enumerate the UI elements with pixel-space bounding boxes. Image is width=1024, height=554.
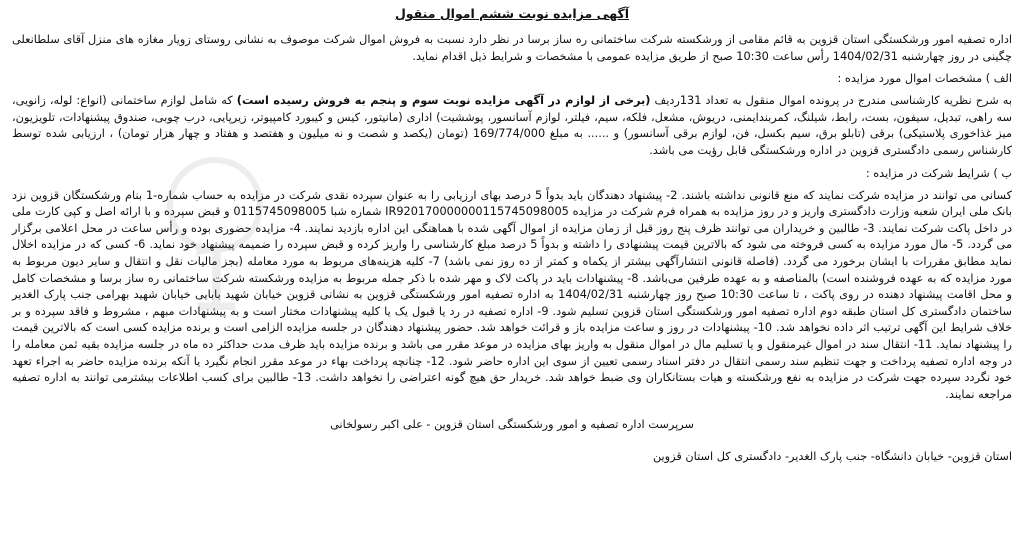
address-line: استان قزوین- خیابان دانشگاه- جنب پارک الغدیر- دادگستری کل استان قزوین (652, 450, 1012, 464)
section-a-body (12, 93, 1012, 159)
section-a-bold-note: (برخی از لوازم در آگهی مزایده نوبت سوم و پنجم به فروش رسیده است) (236, 94, 651, 108)
signature-line: سرپرست اداره تصفیه و امور ورشکستگی استان قزوین - علی اکبر رسولخانی (330, 418, 694, 432)
section-a-text-2: که شامل لوازم ساختمانی (انواع: لوله، زانویی، سه راهی، تبدیل، سیفون، بست، رابط، شیلنگ، کمربندایمنی، دریوش، مشعل، فلکه، سیم، فیلتر، لوازم آسانسور، پوششیت) اداری (مانیتور، کیس و کیبورد کامپیوتر، زیرپایی، درب چوبی، صندوق پیشنهادات، تلویزیون، میز غذاخوری پلاستیکی) برقی (تابلو برق، سیم بکسل، فن، لوازم برقی آسانسور) و ...... به مبلغ 169/774/000 (تومان (یکصد و شصت و نه میلیون و هفتصد و هفتاد و چهار هزار تومان) ، ارزیابی شده توسط کارشناس رسمی دادگستری قزوین در اداره ورشکستگی قابل رؤیت می باشد. (12, 94, 1013, 157)
intro-paragraph: اداره تصفیه امور ورشکستگی استان قزوین به قائم مقامی از ورشکسته شرکت ساختمانی ره ساز برسا در نظر دارد نسبت به فروش اموال شرکت موصوف به نشانی روستای زویار مغازه های منزل آقای سلطانعلی چگینی در روز چهارشنبه 1404/02/31 رأس ساعت 10:30 صبح از طریق مزایده عمومی با مشخصات و شرایط ذیل اقدام نماید. (12, 33, 1012, 63)
section-b-heading: ب ) شرایط شرکت در مزایده : (865, 166, 1012, 180)
section-b-body: کسانی می توانند در مزایده شرکت نمایند که منع قانونی نداشته باشند. 2- پیشنهاد دهندگان باید بدواً 5 درصد بهای ارزیابی را به عنوان سپرده نقدی شرکت در مزایده به حساب شماره-1 بنام ورشکستگان قزوین نزد بانک ملی ایران شعبه وزارت دادگستری واریز و در روز مزایده به همراه فرم شرکت در مزایده IR920170000000115745098005 شماره شبا 0115745098005 و قبض سپرده و با ارائه اصل و کپی کارت ملی در داخل پاکت شرکت نمایند. 3- طالبین و خریداران می توانند ظرف پنج روز قبل از زمان مزایده از اموال آگهی شده با هماهنگی این اداره بازدید نمایند. 4- مزایده حضوری بوده و رأس ساعت در محل اعلامی برگزار می گردد. 5- مال مورد مزایده به کسی فروخته می شود که بالاترین قیمت پیشنهادی را داشته و بدواً 5 درصد مبلغ کارشناسی را واریز کرده و قبض سپرده را ضمیمه پیشنهاد خود نماید. 6- کسی که در مزایده اخلال نماید مطابق مقررات با ایشان برخورد می گردد. (فاصله قانونی انتشارآگهی بیشتر از یکماه و کمتر از ده روز نمی باشد) 7- کلیه هزینه‌های مربوط به مورد معامله (بجز مالیات نقل و انتقال و سایر دیون مربوط به مورد مزایده که به عهده فروشنده است) بالمناصفه و به عهده طرفین می‌باشد. 8- پیشنهادات باید در پاکت لاک و مهر شده با ذکر جمله مربوط به مزایده ورشکسته شرکت ساختمانی ره ساز برسا و مشخصات کامل و محل اقامت پیشنهاد دهنده در روی پاکت ، تا ساعت 10:30 صبح روز چهارشنبه 1404/02/31 به اداره تصفیه امور ورشکستگی قزوین به نشانی قزوین خیابان شهید بابایی خیابان شهید بهرامی جنب پارک الغدیر ساختمان دادگستری کل استان طبقه دوم اداره تصفیه امور ورشکستگی استان قزوین تسلیم شود. 9- اداره تصفیه در رد یا قبول یک یا کلیه پیشنهادات مختار است و به پیشنهادات مبهم ، مشروط و فاقد سپرده و بر خلاف شرایط این آگهی ترتیب اثر داده نخواهد شد. 10- پیشنهادات در روز و ساعت مزایده باز و قرائت خواهد شد. حضور پیشنهاد دهندگان در جلسه مزایده الزامی است و برنده مزایده کسی است که بالاترین قیمت را پیشنهاد نماید. 11- انتقال سند در اموال غیرمنقول و یا تسلیم مال در اموال منقول به واریز بهای مزایده در موعد مقرر می باشد و برنده مزایده باید ظرف مدت حداکثر ده ماه در جلسه مزایده بقیه ثمن معامله را در وجه اداره تصفیه پرداخت و جهت تنظیم سند رسمی انتقال در دفتر اسناد رسمی تعیین از سوی این اداره حاضر شود. 12- چنانچه پرداخت بهاء در موعد مقرر انجام نگیرد یا آنکه برنده مزایده حاضر به اجراء تعهد خود نگردد سپرده جهت شرکت در مزایده به نفع ورشکسته و هیات بستانکاران وی ضبط خواهد شد. خریدار حق هیچ گونه اعتراضی را نخواهد داشت. 13- طالبین برای کسب اطلاعات بیشترمی توانند به اداره تصفیه مراجعه نمایند. (12, 188, 1013, 401)
notice-title: آگهی مزایده نوبت ششم اموال منقول (394, 6, 630, 21)
section-a-heading: الف ) مشخصات اموال مورد مزایده : (837, 72, 1012, 86)
section-a-text-1: به شرح نظریه کارشناسی مندرج در پرونده اموال منقول به تعداد 131ردیف (650, 94, 1012, 108)
svg-text:1: 1 (186, 227, 244, 320)
